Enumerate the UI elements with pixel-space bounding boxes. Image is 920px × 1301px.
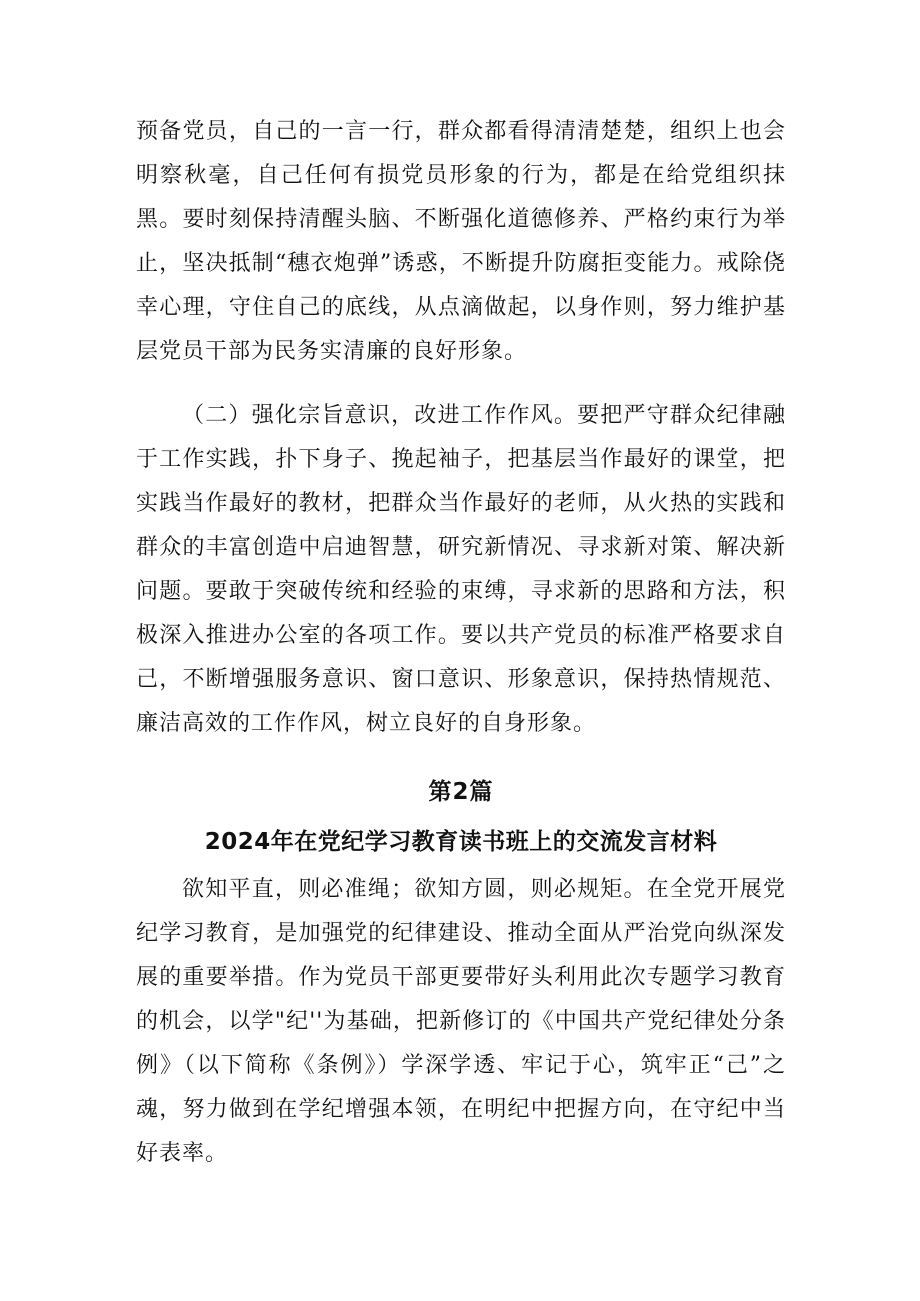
paragraph-work-style: （二）强化宗旨意识，改进工作作风。要把严守群众纪律融于工作实践，扑下身子、挽起袖子，把基层当作最好的课堂，把实践当作最好的教材，把群众当作最好的老师，从火热的实践和群众的丰富创造中启迪智慧，研究新情况、寻求新对策、解决新问题。要敢于突破传统和经验的束缚，寻求新的思路和方法，积极深入推进办公室的各项工作。要以共产党员的标准严格要求自己，不断增强服务意识、窗口意识、形象意识，保持热情规范、廉洁高效的工作作风，树立良好的自身形象。: [136, 403, 786, 736]
chapter-label: 第2篇: [428, 779, 494, 805]
chapter-title: 2024年在党纪学习教育读书班上的交流发言材料: [204, 829, 718, 855]
section-gap: [136, 746, 786, 768]
paragraph-discipline-intro: 欲知平直，则必准绳；欲知方圆，则必规矩。在全党开展党纪学习教育，是加强党的纪律建设、推动全面从严治党向纵深发展的重要举措。作为党员干部更要带好头利用此次专题学习教育的机会，以学"纪''为基础，把新修订的《中国共产党纪律处分条例》（以下简称《条例》）学深学透、牢记于心，筑牢正“己”之魂，努力做到在学纪增强本领，在明纪中把握方向，在守纪中当好表率。: [136, 877, 786, 1166]
paragraph-gap: [136, 374, 786, 394]
paragraph-party-image: 预备党员，自己的一言一行，群众都看得清清楚楚，组织上也会明察秋毫，自己任何有损党员形象的行为，都是在给党组织抹黑。要时刻保持清醒头脑、不断强化道德修养、严格约束行为举止，坚决抵制“穗衣炮弹”诱惑，不断提升防腐拒变能力。戒除侥幸心理，守住自己的底线，从点滴做起，以身作则，努力维护基层党员干部为民务实清廉的良好形象。: [136, 119, 786, 364]
document-body: [136, 110, 786, 1176]
